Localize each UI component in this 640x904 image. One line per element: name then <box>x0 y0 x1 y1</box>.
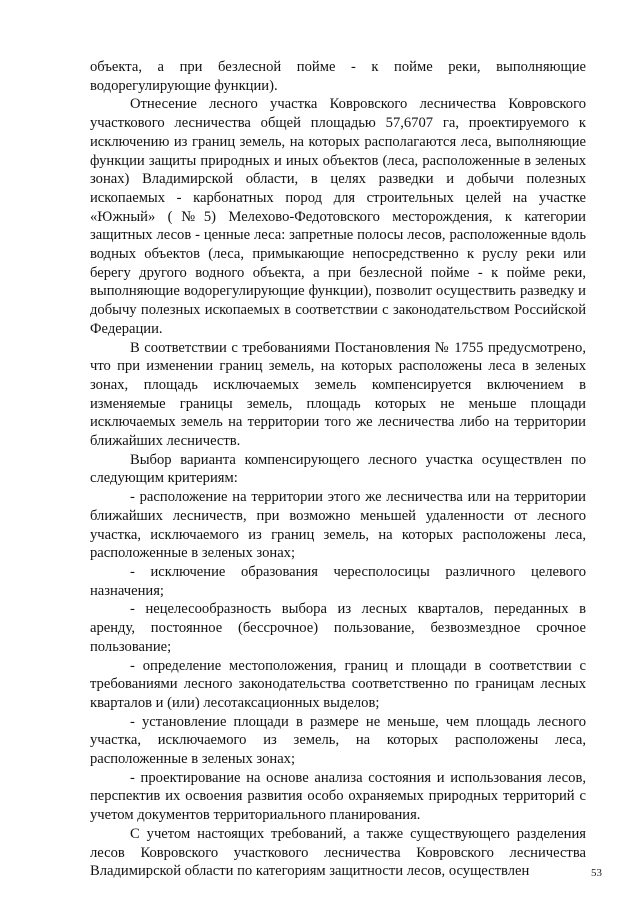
paragraph-continuation: объекта, а при безлесной пойме - к пойме реки, выполняющие водорегулирующие функции). <box>90 59 586 94</box>
criteria-item-location: - расположение на территории этого же лесничества или на территории ближайших лесничеств, при возможно меньшей удаленности от лесного участка, исключаемого из границ земель, на которых расположены леса, расположенные в зеленых зонах; <box>90 489 586 562</box>
criteria-item-no-leased: - нецелесообразность выбора из лесных кварталов, переданных в аренду, постоянное (бессрочное) пользование, безвозмездное срочное пользование; <box>90 601 586 655</box>
page-number: 53 <box>591 867 602 879</box>
paragraph-forest-plot-assignment: Отнесение лесного участка Ковровского лесничества Ковровского участкового лесничества общей площадью 57,6707 га, проектируемого к исключению из границ земель, на которых располагаются леса, выполняющие функции защиты природных и иных объектов (леса, расположенные в зеленых зонах) Владимирской области, в целях разведки и добычи полезных ископаемых - карбонатных пород для строительных целей на участке «Южный» (№5) Мелехово-Федотовского месторождения, к категории защитных лесов - ценные леса: запретные полосы лесов, расположенные вдоль водных объектов (леса, примыкающие непосредственно к руслу реки или берегу другого водного объекта, а при безлесной пойме - к пойме реки, выполняющие водорегулирующие функции), позволит осуществить разведку и добычу полезных ископаемых в соответствии с законодательством Российской Федерации. <box>90 96 586 337</box>
criteria-item-area: - установление площади в размере не меньше, чем площадь лесного участка, исключаемого из земель, на которых расположены леса, расположенные в зеленых зонах; <box>90 713 586 768</box>
paragraph-resolution-1755: В соответствии с требованиями Постановления № 1755 предусмотрено, что при изменении границ земель, на которых расположены леса в зеленых зонах, площадь исключаемых земель компенсируется включением в изменяемые границы земель, площадь которых не меньше площади исключаемых земель на территории того же лесничества либо на территории ближайших лесничеств. <box>90 339 586 450</box>
criteria-item-boundaries: - определение местоположения, границ и площади в соответствии с требованиями лесного законодательства соответственно по границам лесных кварталов и (или) лесотаксационных выделов; <box>90 657 586 711</box>
criteria-item-design: - проектирование на основе анализа состояния и использования лесов, перспектив их освоения развития особо охраняемых природных территорий с учетом документов территориального планирования. <box>90 769 586 824</box>
paragraph-conclusion: С учетом настоящих требований, а также существующего разделения лесов Ковровского участкового лесничества Ковровского лесничества Владимирской области по категориям защитности лесов, осуществлен <box>90 825 586 880</box>
paragraph-criteria-intro: Выбор варианта компенсирующего лесного участка осуществлен по следующим критериям: <box>90 451 586 487</box>
criteria-item-no-interstripe: - исключение образования чересполосицы различного целевого назначения; <box>90 563 586 599</box>
body-text <box>90 58 586 881</box>
